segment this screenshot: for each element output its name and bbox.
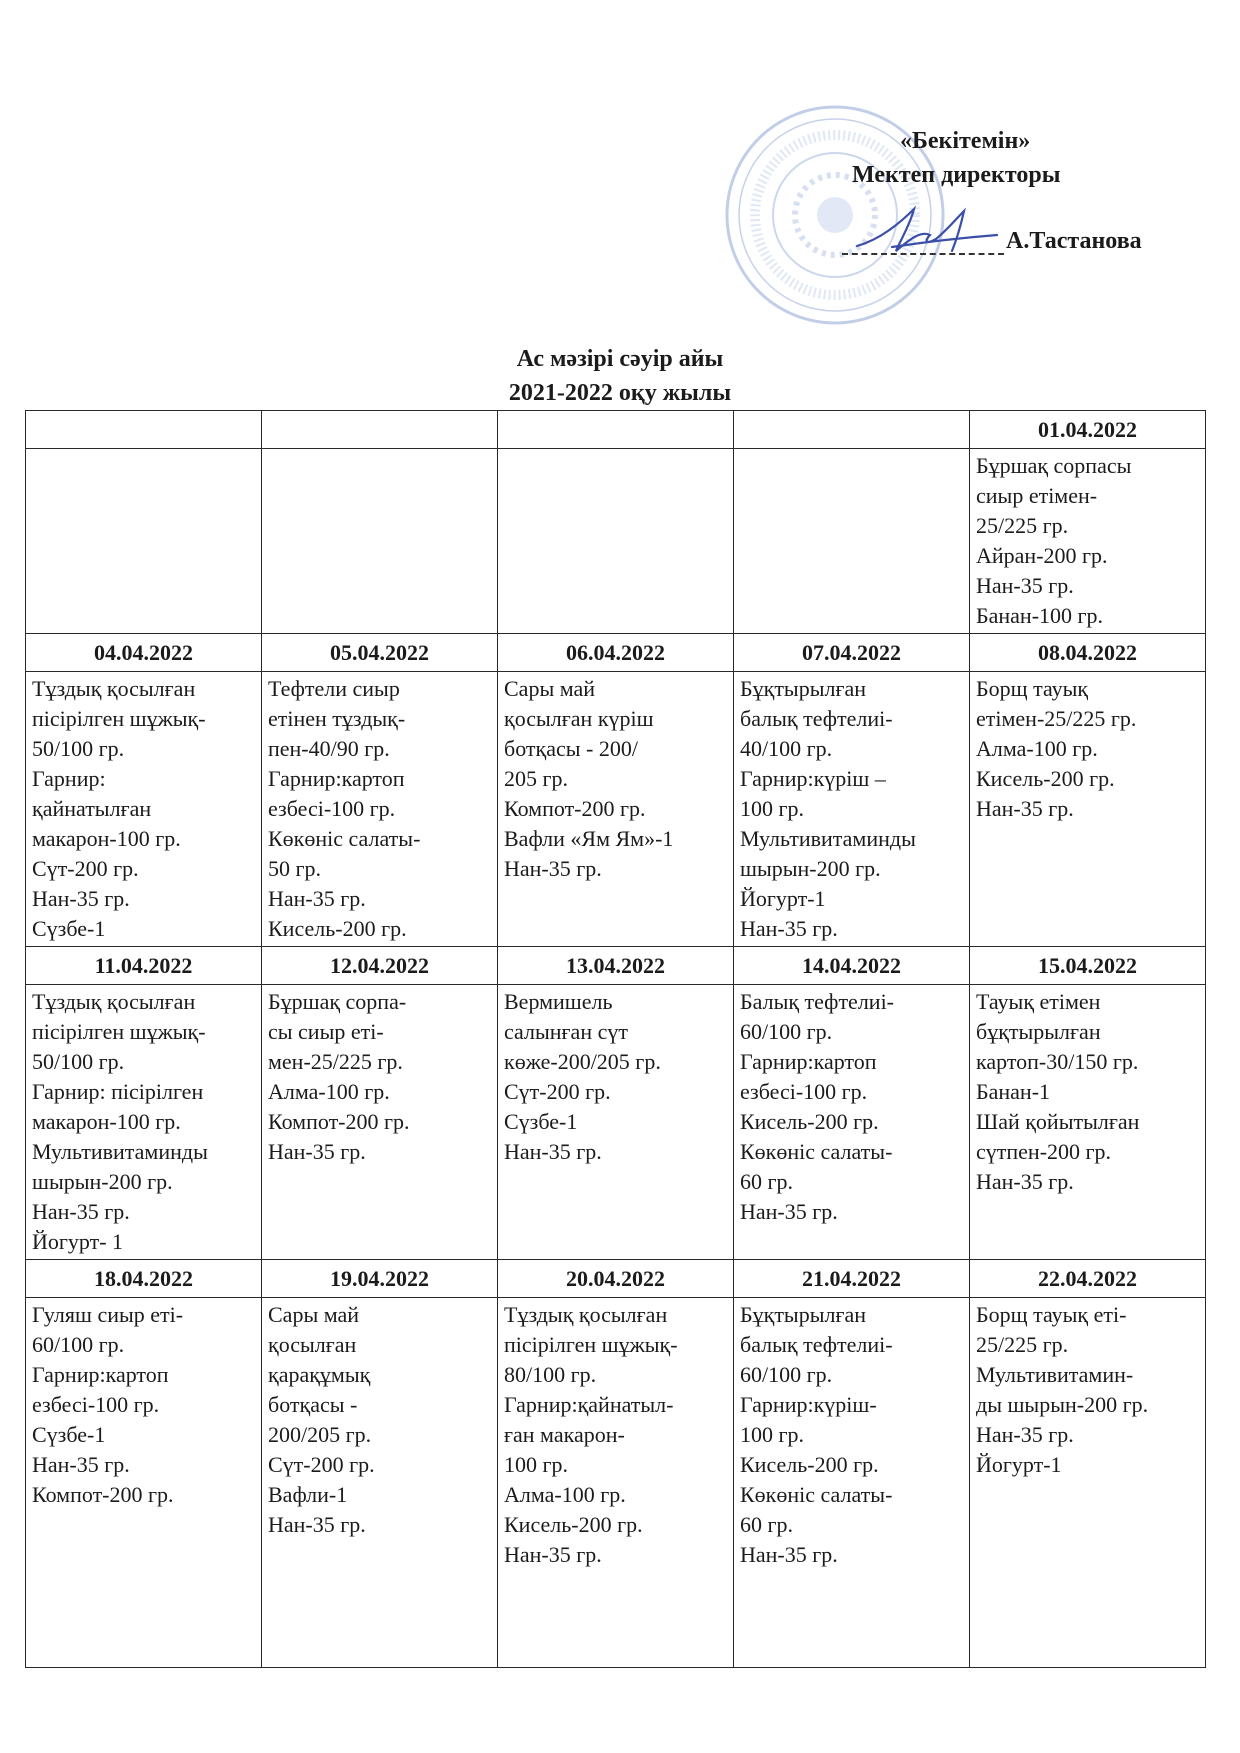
menu-item-line: ған макарон-: [504, 1422, 625, 1447]
menu-item-line: 60 гр.: [740, 1512, 794, 1537]
menu-item-line: 60 гр.: [740, 1169, 794, 1194]
menu-item-line: Компот-200 гр.: [504, 796, 646, 821]
menu-cell: [970, 985, 1206, 1260]
menu-cell: [262, 449, 498, 634]
menu-item-line: Гарнир:картоп: [268, 766, 405, 791]
menu-item-line: Борщ тауық: [976, 676, 1089, 701]
menu-item-line: Нан-35 гр.: [740, 916, 838, 941]
menu-item-line: 80/100 гр.: [504, 1362, 597, 1387]
approval-block: [720, 100, 1180, 330]
menu-item-line: Бұршақ сорпа-: [268, 989, 407, 1014]
menu-item-line: езбесі-100 гр.: [268, 796, 396, 821]
menu-item-line: Нан-35 гр.: [268, 1139, 366, 1164]
menu-item-line: Гарнир:картоп: [32, 1362, 169, 1387]
menu-title: Ас мәзірі сәуір айы: [516, 346, 724, 372]
date-cell: 05.04.2022: [262, 634, 498, 672]
menu-item-line: Нан-35 гр.: [32, 886, 130, 911]
menu-item-line: 50/100 гр.: [32, 736, 125, 761]
menu-item-line: 100 гр.: [740, 796, 805, 821]
menu-item-line: балық тефтелиі-: [740, 1332, 893, 1357]
menu-item-line: Нан-35 гр.: [504, 1542, 602, 1567]
menu-cell: [734, 1298, 970, 1668]
menu-item-line: сы сиыр еті-: [268, 1019, 384, 1044]
menu-item-line: картоп-30/150 гр.: [976, 1049, 1139, 1074]
menu-item-line: қарақұмық: [268, 1362, 371, 1387]
menu-item-line: езбесі-100 гр.: [32, 1392, 160, 1417]
menu-item-line: Банан-1: [976, 1079, 1051, 1104]
menu-item-line: Вафли «Ям Ям»-1: [504, 826, 674, 851]
menu-cell: [26, 672, 262, 947]
menu-item-line: Сүзбе-1: [32, 916, 106, 941]
menu-item-line: балық тефтелиі-: [740, 706, 893, 731]
menu-item-line: Айран-200 гр.: [976, 543, 1108, 568]
menu-item-line: 60/100 гр.: [740, 1362, 833, 1387]
menu-item-line: Сары май: [504, 676, 596, 701]
menu-item-line: қосылған күріш: [504, 706, 654, 731]
menu-item-line: 50/100 гр.: [32, 1049, 125, 1074]
menu-item-line: Кисель-200 гр.: [976, 766, 1115, 791]
menu-item-line: Тұздық қосылған: [32, 676, 196, 701]
menu-cell: [734, 985, 970, 1260]
menu-item-line: сүтпен-200 гр.: [976, 1139, 1112, 1164]
menu-item-line: Кисель-200 гр.: [740, 1109, 879, 1134]
menu-cell: [262, 1298, 498, 1668]
menu-item-line: етімен-25/225 гр.: [976, 706, 1137, 731]
menu-item-line: қосылған: [268, 1332, 357, 1357]
date-cell: [26, 411, 262, 449]
menu-cell: [498, 1298, 734, 1668]
date-cell: 06.04.2022: [498, 634, 734, 672]
menu-item-line: Сүзбе-1: [504, 1109, 578, 1134]
menu-item-line: Сүт-200 гр.: [32, 856, 139, 881]
menu-item-line: Көкөніс салаты-: [740, 1139, 893, 1164]
menu-item-line: қайнатылған: [32, 796, 152, 821]
menu-cell: [262, 672, 498, 947]
menu-item-line: Тефтели сиыр: [268, 676, 400, 701]
date-cell: 01.04.2022: [970, 411, 1206, 449]
menu-item-line: Йогурт-1: [976, 1452, 1062, 1477]
menu-item-line: мен-25/225 гр.: [268, 1049, 403, 1074]
menu-item-line: Нан-35 гр.: [976, 573, 1074, 598]
menu-item-line: 100 гр.: [740, 1422, 805, 1447]
approval-signature-row: [842, 228, 1142, 255]
menu-item-line: пісірілген шұжық-: [32, 706, 206, 731]
menu-item-line: Йогурт-1: [740, 886, 826, 911]
menu-item-line: 100 гр.: [504, 1452, 569, 1477]
menu-item-line: салынған сүт: [504, 1019, 628, 1044]
menu-item-line: Нан-35 гр.: [504, 1139, 602, 1164]
menu-item-line: пісірілген шұжық-: [504, 1332, 678, 1357]
approval-title: «Бекітемін»: [900, 128, 1031, 154]
menu-item-line: 60/100 гр.: [32, 1332, 125, 1357]
menu-item-line: Нан-35 гр.: [32, 1452, 130, 1477]
menu-item-line: 60/100 гр.: [740, 1019, 833, 1044]
menu-item-line: Сары май: [268, 1302, 360, 1327]
menu-item-line: Бұршақ сорпасы: [976, 453, 1132, 478]
menu-item-line: 25/225 гр.: [976, 513, 1069, 538]
menu-item-line: Гарнир:қайнатыл-: [504, 1392, 674, 1417]
menu-item-line: Алма-100 гр.: [504, 1482, 626, 1507]
director-name: А.Тастанова: [1006, 228, 1142, 254]
menu-item-line: көже-200/205 гр.: [504, 1049, 661, 1074]
menu-item-line: Балық тефтелиі-: [740, 989, 895, 1014]
date-cell: 12.04.2022: [262, 947, 498, 985]
date-row: [26, 411, 1206, 449]
menu-item-line: Кисель-200 гр.: [740, 1452, 879, 1477]
menu-item-line: Бұқтырылған: [740, 1302, 867, 1327]
menu-item-line: Гарнир: пісірілген: [32, 1079, 204, 1104]
menu-item-line: Нан-35 гр.: [32, 1199, 130, 1224]
menu-item-line: Алма-100 гр.: [268, 1079, 390, 1104]
date-cell: 07.04.2022: [734, 634, 970, 672]
menu-item-line: 50 гр.: [268, 856, 322, 881]
menu-item-line: Нан-35 гр.: [976, 1169, 1074, 1194]
menu-item-line: Гарнир:күріш –: [740, 766, 886, 791]
menu-item-line: Борщ тауық еті-: [976, 1302, 1127, 1327]
menu-cell: [498, 449, 734, 634]
menu-cell: [498, 672, 734, 947]
menu-item-line: Мультивитаминды: [740, 826, 916, 851]
menu-item-line: Нан-35 гр.: [976, 796, 1074, 821]
menu-cell: [262, 985, 498, 1260]
menu-cell: [734, 672, 970, 947]
menu-table-body: [26, 411, 1206, 1668]
menu-item-line: шырын-200 гр.: [32, 1169, 173, 1194]
menu-item-line: Гарнир:күріш-: [740, 1392, 877, 1417]
approval-role: Мектеп директоры: [852, 162, 1061, 188]
menu-item-line: бұқтырылған: [976, 1019, 1101, 1044]
menu-item-line: Нан-35 гр.: [740, 1542, 838, 1567]
menu-item-line: ботқасы -: [268, 1392, 358, 1417]
menu-item-line: Шай қойытылған: [976, 1109, 1140, 1134]
menu-row: [26, 1298, 1206, 1668]
menu-item-line: макарон-100 гр.: [32, 826, 181, 851]
menu-row: [26, 985, 1206, 1260]
menu-item-line: Сүзбе-1: [32, 1422, 106, 1447]
menu-item-line: ботқасы - 200/: [504, 736, 638, 761]
menu-item-line: 40/100 гр.: [740, 736, 833, 761]
menu-item-line: езбесі-100 гр.: [740, 1079, 868, 1104]
menu-item-line: Нан-35 гр.: [268, 886, 366, 911]
menu-cell: [970, 672, 1206, 947]
menu-item-line: Нан-35 гр.: [268, 1512, 366, 1537]
menu-item-line: макарон-100 гр.: [32, 1109, 181, 1134]
menu-cell: [26, 449, 262, 634]
menu-cell: [26, 1298, 262, 1668]
date-cell: 22.04.2022: [970, 1260, 1206, 1298]
date-row: [26, 1260, 1206, 1298]
menu-item-line: Йогурт- 1: [32, 1229, 124, 1254]
menu-table: [25, 410, 1206, 1668]
menu-item-line: Көкөніс салаты-: [268, 826, 421, 851]
date-row: [26, 947, 1206, 985]
date-cell: 19.04.2022: [262, 1260, 498, 1298]
menu-cell: [498, 985, 734, 1260]
menu-item-line: ды шырын-200 гр.: [976, 1392, 1149, 1417]
date-cell: 11.04.2022: [26, 947, 262, 985]
menu-item-line: Тұздық қосылған: [32, 989, 196, 1014]
menu-item-line: Компот-200 гр.: [32, 1482, 174, 1507]
date-cell: [498, 411, 734, 449]
menu-item-line: пісірілген шұжық-: [32, 1019, 206, 1044]
menu-cell: [970, 449, 1206, 634]
menu-item-line: Банан-100 гр.: [976, 603, 1104, 628]
menu-item-line: Гарнир:: [32, 766, 106, 791]
menu-item-line: Кисель-200 гр.: [268, 916, 407, 941]
signature-line: [842, 231, 1004, 255]
school-year: 2021-2022 оқу жылы: [508, 380, 732, 406]
menu-item-line: Вафли-1: [268, 1482, 348, 1507]
menu-item-line: Тұздық қосылған: [504, 1302, 668, 1327]
date-cell: 15.04.2022: [970, 947, 1206, 985]
menu-item-line: Көкөніс салаты-: [740, 1482, 893, 1507]
menu-item-line: Мультивитамин-: [976, 1362, 1134, 1387]
date-cell: [734, 411, 970, 449]
menu-item-line: Гуляш сиыр еті-: [32, 1302, 184, 1327]
menu-item-line: шырын-200 гр.: [740, 856, 881, 881]
date-cell: 13.04.2022: [498, 947, 734, 985]
menu-item-line: Кисель-200 гр.: [504, 1512, 643, 1537]
date-cell: 21.04.2022: [734, 1260, 970, 1298]
date-cell: 04.04.2022: [26, 634, 262, 672]
date-cell: 08.04.2022: [970, 634, 1206, 672]
menu-item-line: Нан-35 гр.: [740, 1199, 838, 1224]
menu-item-line: 205 гр.: [504, 766, 569, 791]
menu-item-line: Гарнир:картоп: [740, 1049, 877, 1074]
date-row: [26, 634, 1206, 672]
menu-item-line: 25/225 гр.: [976, 1332, 1069, 1357]
date-cell: 14.04.2022: [734, 947, 970, 985]
menu-item-line: Вермишель: [504, 989, 613, 1014]
menu-item-line: Компот-200 гр.: [268, 1109, 410, 1134]
date-cell: 18.04.2022: [26, 1260, 262, 1298]
menu-item-line: Мультивитаминды: [32, 1139, 208, 1164]
document-heading: [0, 342, 1240, 410]
menu-item-line: Тауық етімен: [976, 989, 1101, 1014]
menu-item-line: Бұқтырылған: [740, 676, 867, 701]
menu-cell: [26, 985, 262, 1260]
menu-cell: [970, 1298, 1206, 1668]
menu-item-line: Алма-100 гр.: [976, 736, 1098, 761]
menu-item-line: Сүт-200 гр.: [504, 1079, 611, 1104]
menu-cell: [734, 449, 970, 634]
menu-row: [26, 672, 1206, 947]
menu-item-line: Нан-35 гр.: [976, 1422, 1074, 1447]
date-cell: [262, 411, 498, 449]
signature-icon: [852, 201, 1002, 261]
date-cell: 20.04.2022: [498, 1260, 734, 1298]
menu-item-line: Сүт-200 гр.: [268, 1452, 375, 1477]
menu-item-line: пен-40/90 гр.: [268, 736, 390, 761]
menu-item-line: сиыр етімен-: [976, 483, 1098, 508]
menu-item-line: етінен тұздық-: [268, 706, 406, 731]
menu-row: [26, 449, 1206, 634]
menu-item-line: 200/205 гр.: [268, 1422, 372, 1447]
menu-item-line: Нан-35 гр.: [504, 856, 602, 881]
